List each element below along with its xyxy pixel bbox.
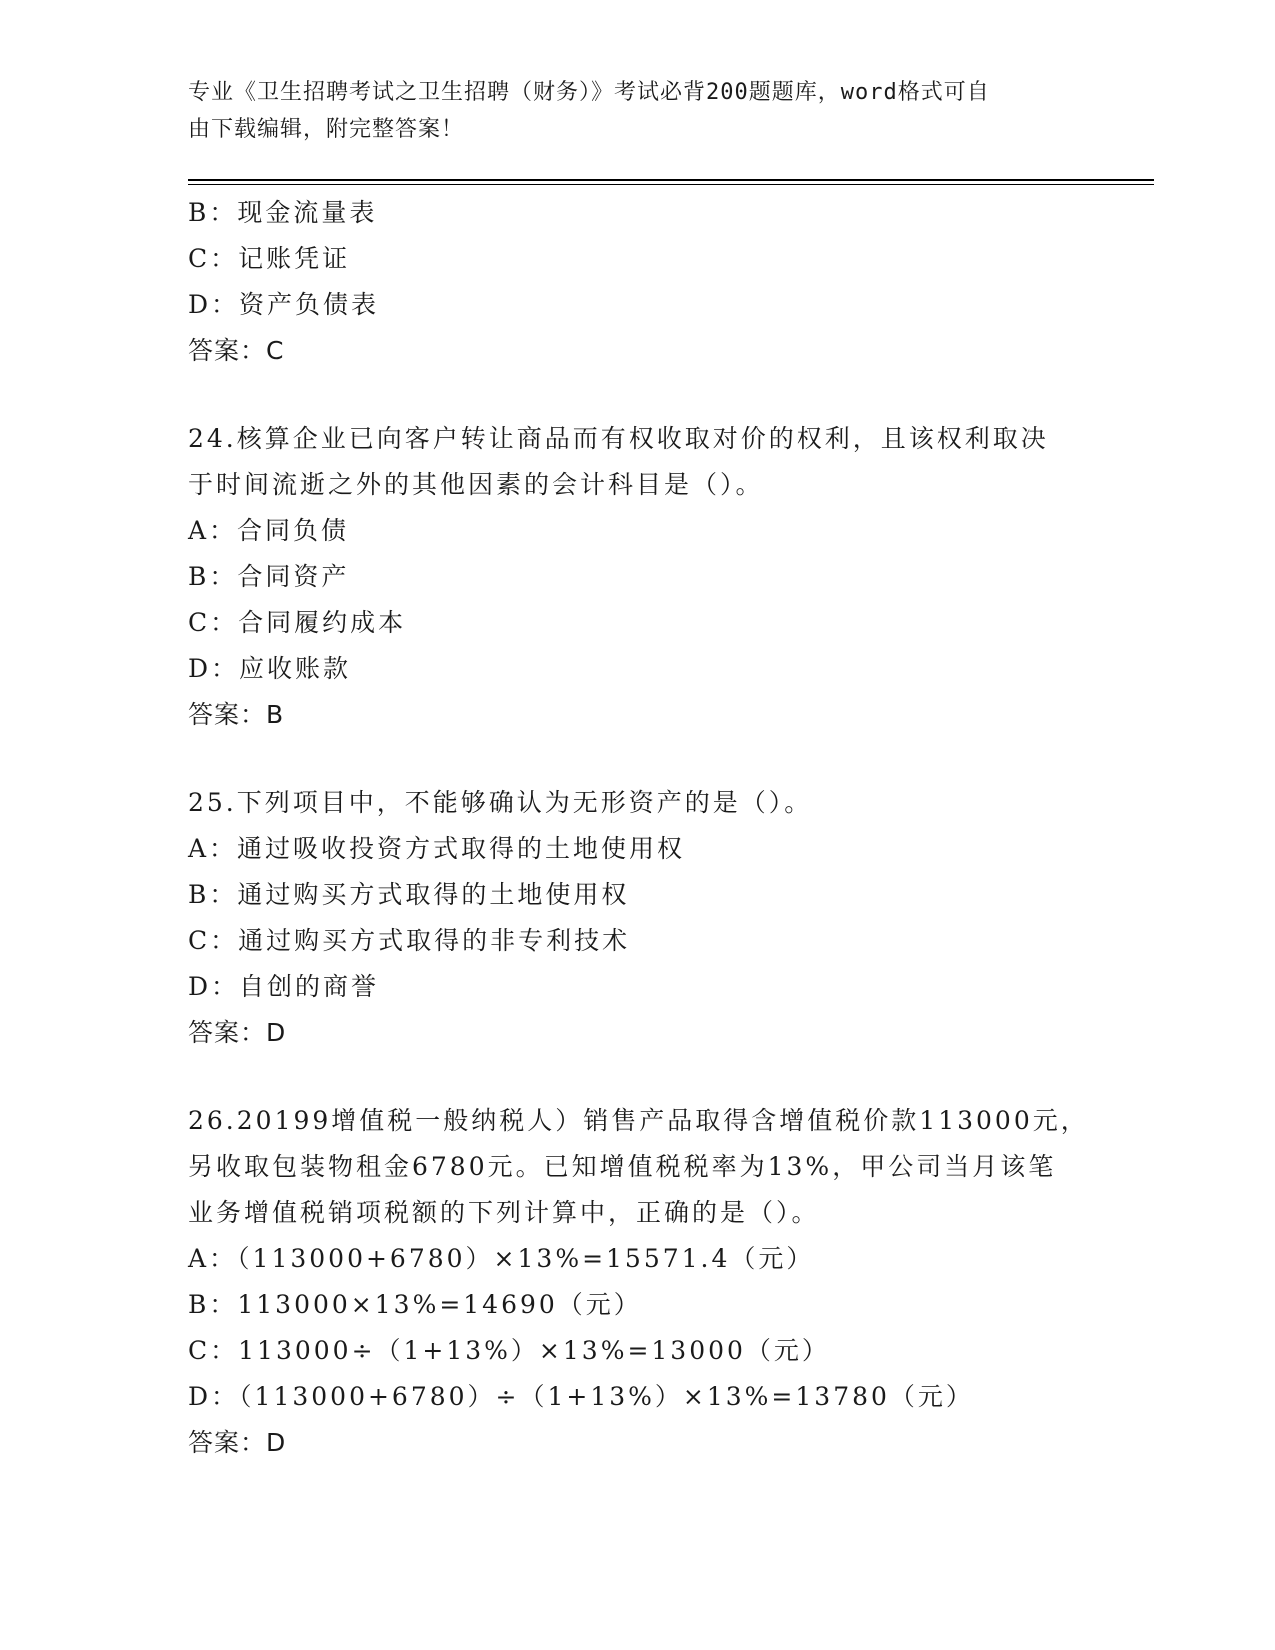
question-text: 于时间流逝之外的其他因素的会计科目是（）。 [188, 470, 764, 499]
document-header [188, 74, 1078, 148]
option-c: C：113000÷（1+13%）×13%=13000（元） [188, 1336, 830, 1365]
option-a: A：（113000+6780）×13%=15571.4（元） [188, 1244, 815, 1273]
option-b: B：通过购买方式取得的土地使用权 [188, 880, 630, 909]
option-d: D：资产负债表 [188, 290, 380, 319]
option-d: D：（113000+6780）÷（1+13%）×13%=13780（元） [188, 1382, 974, 1411]
question-text: 24.核算企业已向客户转让商品而有权收取对价的权利，且该权利取决 [188, 424, 1049, 453]
question-block-26 [188, 1098, 1088, 1466]
answer: 答案：C [188, 336, 285, 365]
answer: 答案：D [188, 1018, 287, 1047]
answer: 答案：B [188, 700, 285, 729]
spacer [188, 1056, 1088, 1098]
option-a: A：合同负债 [188, 516, 350, 545]
option-b: B：113000×13%=14690（元） [188, 1290, 642, 1319]
option-b: B：合同资产 [188, 562, 350, 591]
question-text: 25.下列项目中，不能够确认为无形资产的是（）。 [188, 788, 813, 817]
question-block-23 [188, 190, 1088, 374]
header-divider-thin [188, 184, 1154, 185]
option-d: D：应收账款 [188, 654, 352, 683]
header-line-1: 专业《卫生招聘考试之卫生招聘（财务）》考试必背200题题库，word格式可自 [188, 80, 990, 105]
option-b: B：现金流量表 [188, 198, 378, 227]
option-a: A：通过吸收投资方式取得的土地使用权 [188, 834, 686, 863]
question-text: 业务增值税销项税额的下列计算中，正确的是（）。 [188, 1198, 820, 1227]
option-d: D：自创的商誉 [188, 972, 380, 1001]
question-text: 另收取包装物租金6780元。已知增值税税率为13%，甲公司当月该笔 [188, 1152, 1057, 1181]
answer: 答案：D [188, 1428, 287, 1457]
header-divider-thick [188, 179, 1154, 181]
question-block-25 [188, 780, 1088, 1056]
question-block-24 [188, 416, 1088, 738]
spacer [188, 738, 1088, 780]
option-c: C：记账凭证 [188, 244, 351, 273]
spacer [188, 374, 1088, 416]
question-content [188, 190, 1088, 1466]
option-c: C：合同履约成本 [188, 608, 407, 637]
question-text: 26.20199增值税一般纳税人）销售产品取得含增值税价款113000元， [188, 1106, 1089, 1135]
header-line-2: 由下载编辑，附完整答案！ [188, 117, 465, 142]
option-c: C：通过购买方式取得的非专利技术 [188, 926, 631, 955]
